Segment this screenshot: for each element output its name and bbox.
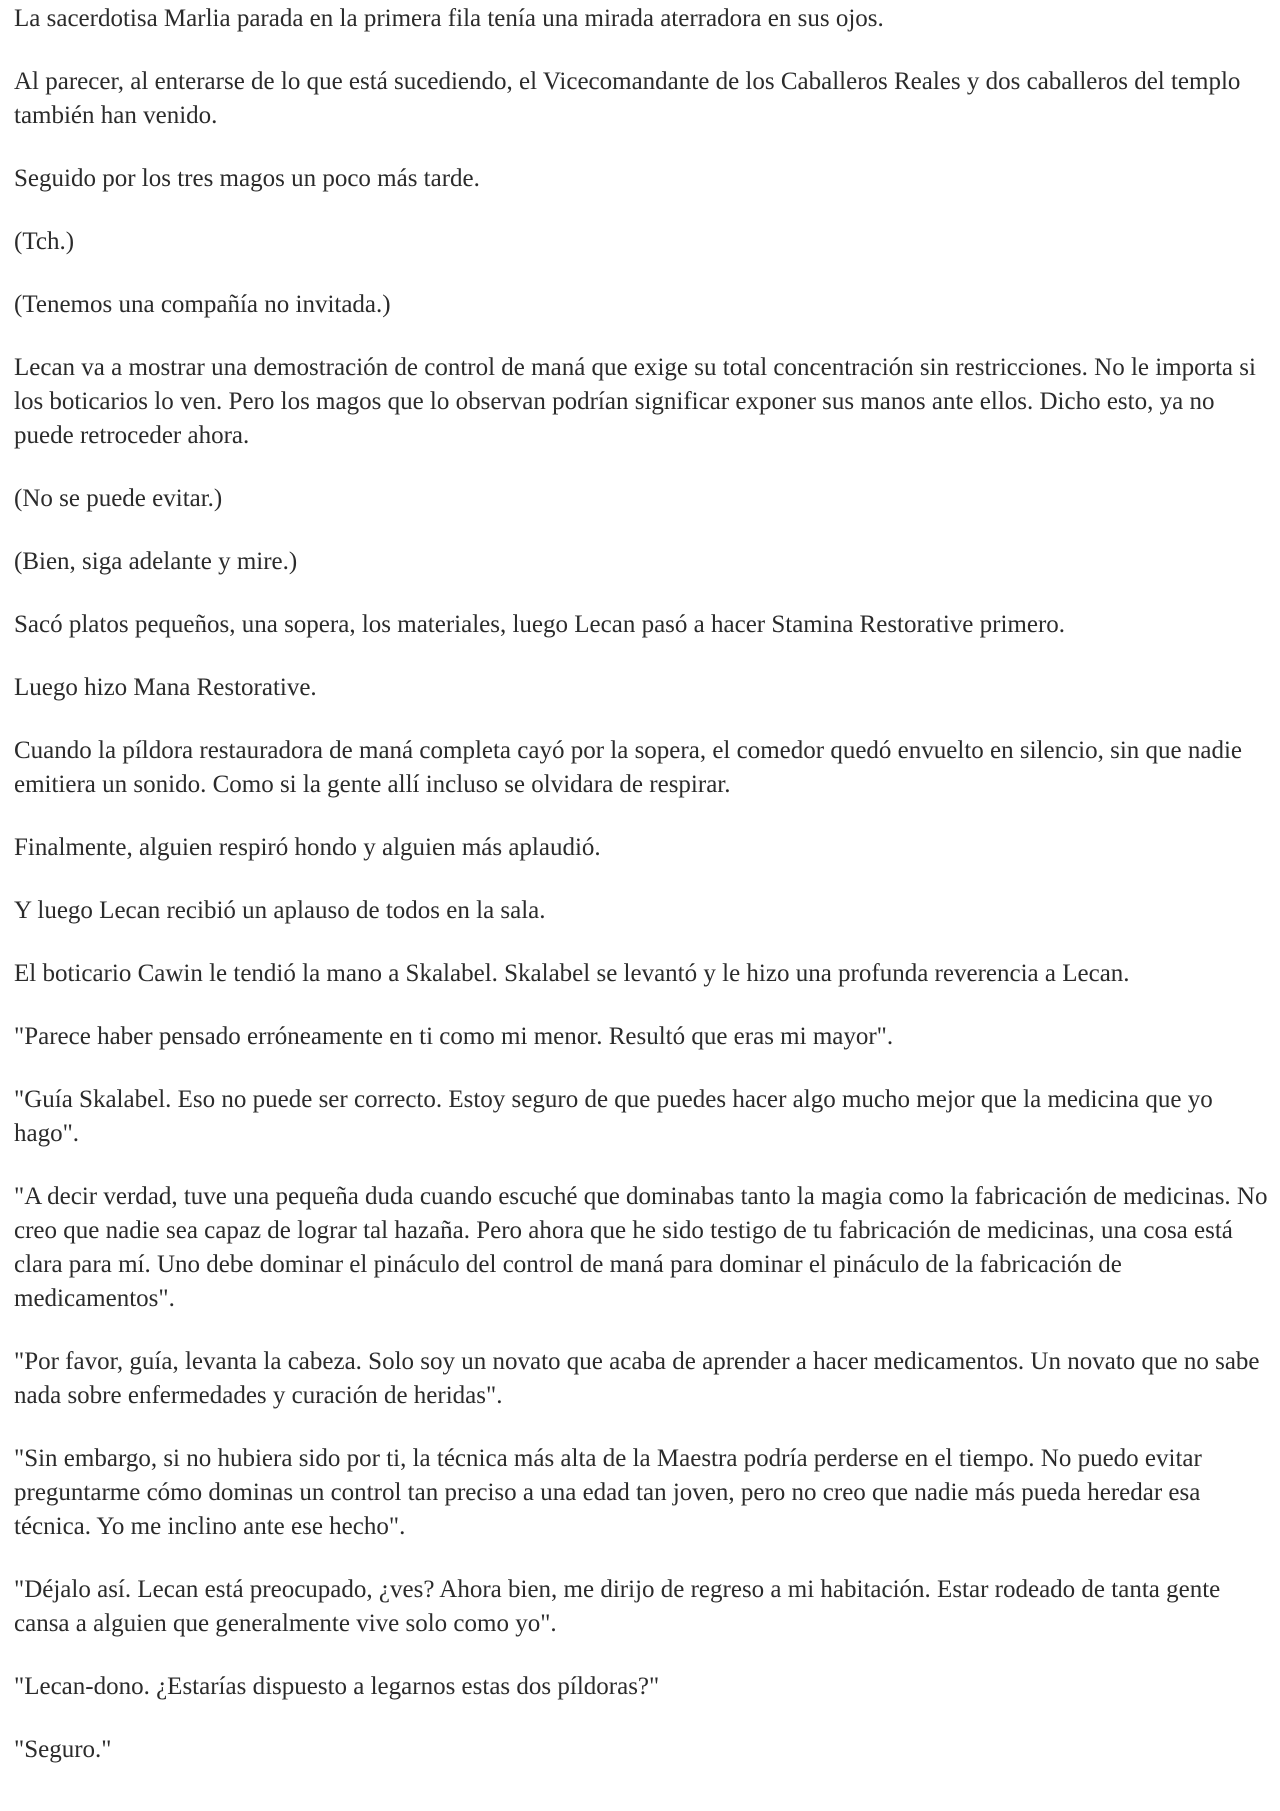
- paragraph-marlia: La sacerdotisa Marlia parada en la primera fila tenía una mirada aterradora en sus ojos.: [14, 5, 884, 32]
- paragraph-vicecomandante: Al parecer, al enterarse de lo que está sucediendo, el Vicecomandante de los Caballeros Reales y dos caballeros del templo también han venido.: [14, 68, 1241, 129]
- paragraph-magos: Seguido por los tres magos un poco más tarde.: [14, 165, 480, 192]
- paragraph-tch: (Tch.): [14, 228, 75, 255]
- paragraph-cawin: El boticario Cawin le tendió la mano a Skalabel. Skalabel se levantó y le hizo una profunda reverencia a Lecan.: [14, 960, 1130, 987]
- paragraph-lecan-dono: "Lecan-dono. ¿Estarías dispuesto a legarnos estas dos píldoras?": [14, 1673, 660, 1700]
- paragraph-a-decir-verdad: "A decir verdad, tuve una pequeña duda cuando escuché que dominabas tanto la magia como la fabricación de medicinas. No creo que nadie sea capaz de lograr tal hazaña. Pero ahora que he sido testigo de tu fabricación de medicinas, una cosa está clara para mí. Uno debe dominar el pináculo del control de maná para dominar el pináculo de la fabricación de medicamentos".: [14, 1183, 1268, 1312]
- paragraph-aplauso: Y luego Lecan recibió un aplauso de todos en la sala.: [14, 897, 546, 924]
- paragraph-finalmente: Finalmente, alguien respiró hondo y alguien más aplaudió.: [14, 834, 601, 861]
- paragraph-dejalo-asi: "Déjalo así. Lecan está preocupado, ¿ves? Ahora bien, me dirijo de regreso a mi habitación. Estar rodeado de tanta gente cansa a alguien que generalmente vive solo como yo".: [14, 1576, 1221, 1637]
- paragraph-guia-skalabel: "Guía Skalabel. Eso no puede ser correcto. Estoy seguro de que puedes hacer algo mucho mejor que la medicina que yo hago".: [14, 1086, 1213, 1147]
- paragraph-pildora: Cuando la píldora restauradora de maná completa cayó por la sopera, el comedor quedó envuelto en silencio, sin que nadie emitiera un sonido. Como si la gente allí incluso se olvidara de respirar.: [14, 737, 1243, 798]
- paragraph-no-evitar: (No se puede evitar.): [14, 485, 223, 512]
- paragraph-platos: Sacó platos pequeños, una sopera, los materiales, luego Lecan pasó a hacer Stamina Restorative primero.: [14, 611, 1066, 638]
- paragraph-menor-mayor: "Parece haber pensado erróneamente en ti como mi menor. Resultó que eras mi mayor".: [14, 1023, 894, 1050]
- paragraph-mana-restorative: Luego hizo Mana Restorative.: [14, 674, 317, 701]
- paragraph-compania: (Tenemos una compañía no invitada.): [14, 291, 391, 318]
- document-body: [14, 0, 1274, 1767]
- paragraph-sin-embargo: "Sin embargo, si no hubiera sido por ti, la técnica más alta de la Maestra podría perderse en el tiempo. No puedo evitar preguntarme cómo dominas un control tan preciso a una edad tan joven, pero no creo que nadie más pueda heredar esa técnica. Yo me inclino ante ese hecho".: [14, 1445, 1202, 1540]
- paragraph-seguro: "Seguro.": [14, 1736, 112, 1763]
- paragraph-bien: (Bien, siga adelante y mire.): [14, 548, 298, 575]
- paragraph-levanta-cabeza: "Por favor, guía, levanta la cabeza. Solo soy un novato que acaba de aprender a hacer medicamentos. Un novato que no sabe nada sobre enfermedades y curación de heridas".: [14, 1348, 1260, 1409]
- paragraph-demostracion: Lecan va a mostrar una demostración de control de maná que exige su total concentración sin restricciones. No le importa si los boticarios lo ven. Pero los magos que lo observan podrían significar exponer sus manos ante ellos. Dicho esto, ya no puede retroceder ahora.: [14, 354, 1256, 449]
